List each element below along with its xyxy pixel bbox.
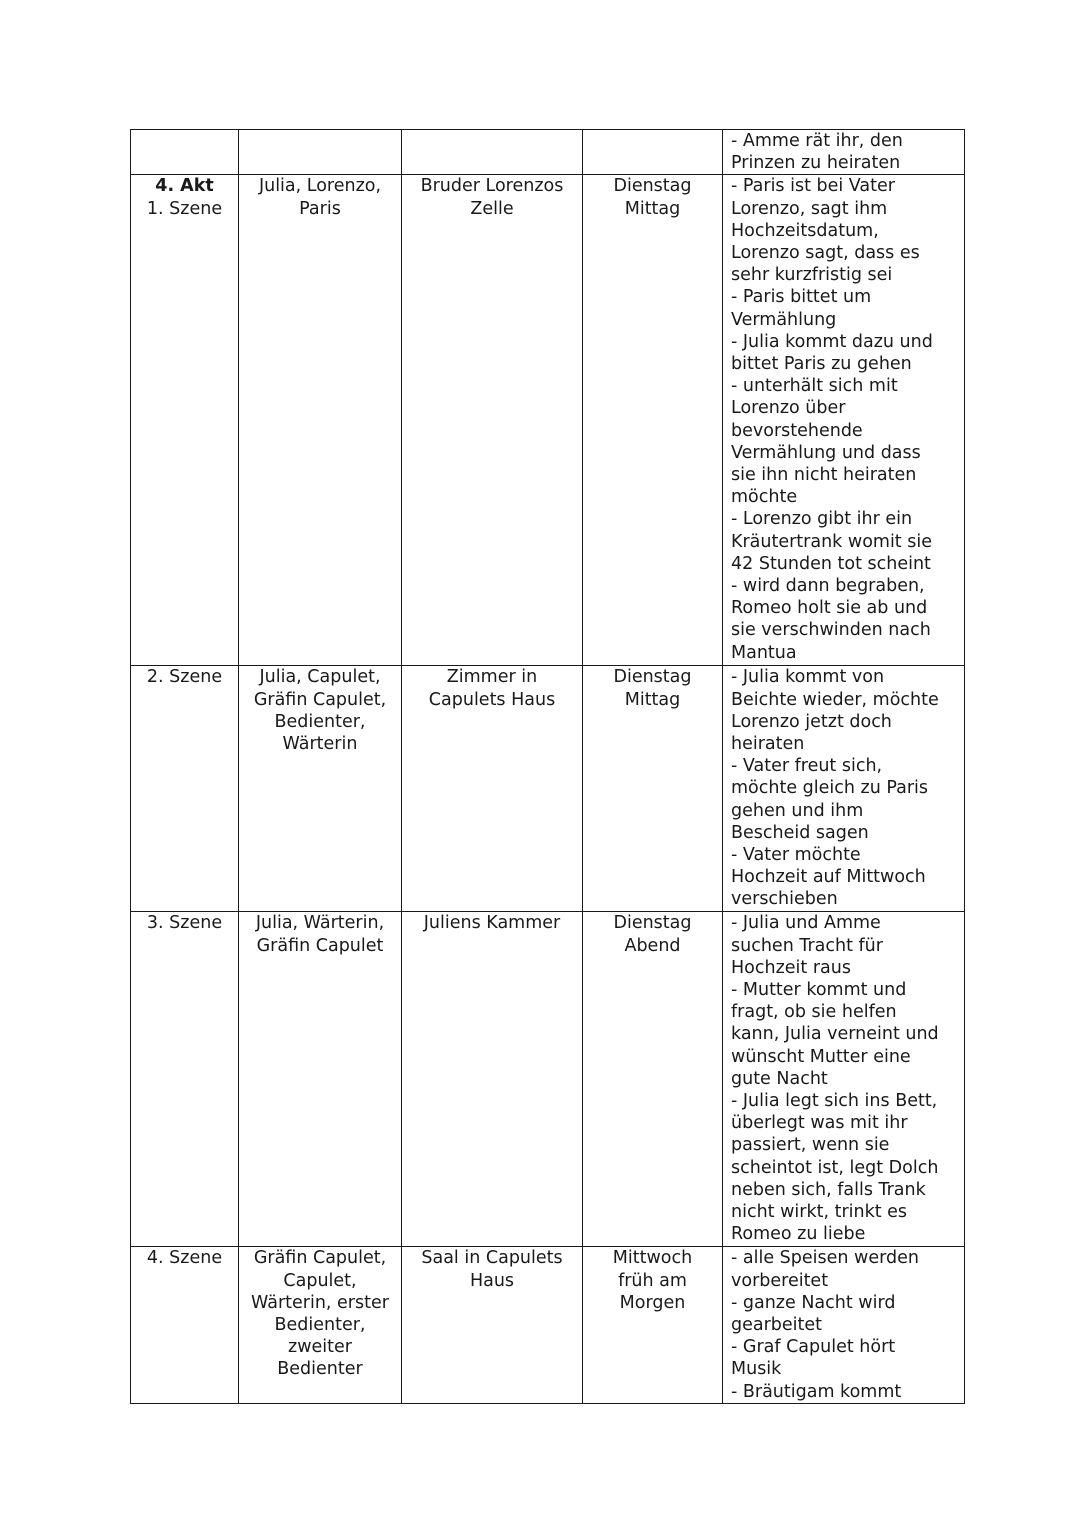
persons-cell: [239, 1247, 402, 1403]
persons-line: Bedienter: [277, 1359, 363, 1380]
scene-cell: [131, 666, 239, 912]
content-line: Hochzeit raus: [731, 957, 851, 978]
content-line: fragt, ob sie helfen: [731, 1002, 897, 1023]
persons-line: Wärterin: [282, 734, 358, 755]
table-row: [131, 175, 965, 666]
persons-line: Wärterin, erster: [251, 1292, 389, 1313]
persons-line: Bedienter,: [274, 711, 366, 732]
content-line: möchte gleich zu Paris: [731, 778, 929, 799]
content-line: verschieben: [731, 889, 838, 910]
content-line: wünscht Mutter eine: [731, 1046, 911, 1067]
content-line: bittet Paris zu gehen: [731, 354, 912, 375]
content-line: Beichte wieder, möchte: [731, 689, 939, 710]
content-line: - Paris bittet um: [731, 287, 872, 308]
table-row: [131, 130, 965, 175]
content-line: Kräutertrank womit sie: [731, 531, 932, 552]
content-line: Prinzen zu heiraten: [731, 153, 901, 174]
time-line: Mittag: [624, 198, 681, 219]
content-line: möchte: [731, 487, 798, 508]
persons-cell: [239, 175, 402, 666]
persons-line: Paris: [299, 198, 341, 219]
scene-table: [130, 129, 965, 1404]
content-line: - Julia kommt dazu und: [731, 331, 933, 352]
content-line: - Paris ist bei Vater: [731, 176, 895, 197]
content-line: Lorenzo sagt, dass es: [731, 243, 920, 264]
place-line: Zimmer in: [446, 667, 538, 688]
time-line: Dienstag: [613, 176, 692, 197]
place-line: Zelle: [470, 198, 514, 219]
content-line: - Vater freut sich,: [731, 756, 883, 777]
content-line: sie verschwinden nach: [731, 620, 931, 641]
time-cell: [583, 175, 723, 666]
content-line: Lorenzo jetzt doch: [731, 711, 892, 732]
content-line: - alle Speisen werden: [731, 1248, 919, 1269]
time-line: Dienstag: [613, 667, 692, 688]
content-line: - Lorenzo gibt ihr ein: [731, 509, 913, 530]
place-cell: [402, 666, 583, 912]
content-line: - Julia legt sich ins Bett,: [731, 1091, 938, 1112]
content-line: - Julia kommt von: [731, 667, 885, 688]
scene-label: 4. Szene: [146, 1248, 223, 1269]
persons-line: Gräfin Capulet,: [253, 1248, 387, 1269]
content-line: - Bräutigam kommt: [731, 1381, 902, 1402]
scene-cell: [131, 1247, 239, 1403]
persons-cell: [239, 666, 402, 912]
place-cell: [402, 130, 583, 175]
content-cell: [723, 912, 965, 1247]
persons-cell: [239, 130, 402, 175]
content-line: - unterhält sich mit: [731, 376, 898, 397]
content-line: Hochzeitsdatum,: [731, 220, 879, 241]
time-line: Mittag: [624, 689, 681, 710]
content-line: Bescheid sagen: [731, 822, 869, 843]
table-row: [131, 1247, 965, 1403]
time-cell: [583, 912, 723, 1247]
content-line: - Graf Capulet hört: [731, 1337, 896, 1358]
time-line: Mittwoch: [612, 1248, 693, 1269]
content-line: suchen Tracht für: [731, 935, 883, 956]
content-line: scheintot ist, legt Dolch: [731, 1157, 939, 1178]
persons-line: Julia, Capulet,: [259, 667, 381, 688]
content-cell: [723, 175, 965, 666]
content-line: sehr kurzfristig sei: [731, 265, 893, 286]
persons-line: Julia, Wärterin,: [255, 913, 385, 934]
table-row: [131, 666, 965, 912]
place-cell: [402, 175, 583, 666]
persons-line: Bedienter,: [274, 1315, 366, 1336]
content-line: Romeo holt sie ab und: [731, 598, 928, 619]
content-line: Lorenzo, sagt ihm: [731, 198, 888, 219]
content-line: Hochzeit auf Mittwoch: [731, 867, 926, 888]
persons-cell: [239, 912, 402, 1247]
place-line: Saal in Capulets: [421, 1248, 563, 1269]
content-line: heiraten: [731, 734, 805, 755]
time-cell: [583, 666, 723, 912]
scene-cell: [131, 912, 239, 1247]
content-line: kann, Julia verneint und: [731, 1024, 939, 1045]
scene-cell: [131, 175, 239, 666]
content-line: - Julia und Amme: [731, 913, 881, 934]
content-line: Lorenzo über: [731, 398, 846, 419]
persons-line: Gräfin Capulet,: [253, 689, 387, 710]
content-line: - ganze Nacht wird: [731, 1292, 896, 1313]
time-cell: [583, 130, 723, 175]
content-line: Vermählung: [731, 309, 837, 330]
scene-label: 2. Szene: [146, 667, 223, 688]
content-cell: [723, 1247, 965, 1403]
content-line: gehen und ihm: [731, 800, 864, 821]
content-line: gearbeitet: [731, 1315, 823, 1336]
place-line: Capulets Haus: [428, 689, 556, 710]
persons-line: Capulet,: [283, 1270, 357, 1291]
act-label: 4. Akt: [155, 176, 214, 197]
content-line: 42 Stunden tot scheint: [731, 553, 931, 574]
content-line: bevorstehende: [731, 420, 863, 441]
content-line: Mantua: [731, 642, 797, 663]
place-cell: [402, 1247, 583, 1403]
place-line: Bruder Lorenzos: [420, 176, 564, 197]
place-line: Haus: [469, 1270, 515, 1291]
time-line: Abend: [624, 935, 681, 956]
content-cell: [723, 666, 965, 912]
content-line: - Mutter kommt und: [731, 980, 907, 1001]
persons-line: Julia, Lorenzo,: [258, 176, 382, 197]
scene-label: 1. Szene: [146, 198, 223, 219]
content-line: - wird dann begraben,: [731, 576, 925, 597]
content-line: passiert, wenn sie: [731, 1135, 890, 1156]
place-cell: [402, 912, 583, 1247]
content-line: nicht wirkt, trinkt es: [731, 1202, 908, 1223]
content-line: überlegt was mit ihr: [731, 1113, 908, 1134]
content-line: sie ihn nicht heiraten: [731, 465, 917, 486]
time-line: Morgen: [619, 1292, 686, 1313]
time-cell: [583, 1247, 723, 1403]
content-line: - Amme rät ihr, den: [731, 131, 903, 151]
content-line: Vermählung und dass: [731, 442, 921, 463]
persons-line: zweiter: [288, 1337, 352, 1358]
place-line: Juliens Kammer: [423, 913, 561, 934]
content-line: Romeo zu liebe: [731, 1224, 866, 1245]
scene-label: 3. Szene: [146, 913, 223, 934]
content-line: Musik: [731, 1359, 782, 1380]
time-line: früh am: [618, 1270, 687, 1291]
scene-cell: [131, 130, 239, 175]
content-line: - Vater möchte: [731, 845, 861, 866]
content-line: neben sich, falls Trank: [731, 1179, 926, 1200]
persons-line: Gräfin Capulet: [256, 935, 384, 956]
content-line: gute Nacht: [731, 1068, 828, 1089]
content-line: vorbereitet: [731, 1270, 829, 1291]
time-line: Dienstag: [613, 913, 692, 934]
table-row: [131, 912, 965, 1247]
content-cell: [723, 130, 965, 175]
